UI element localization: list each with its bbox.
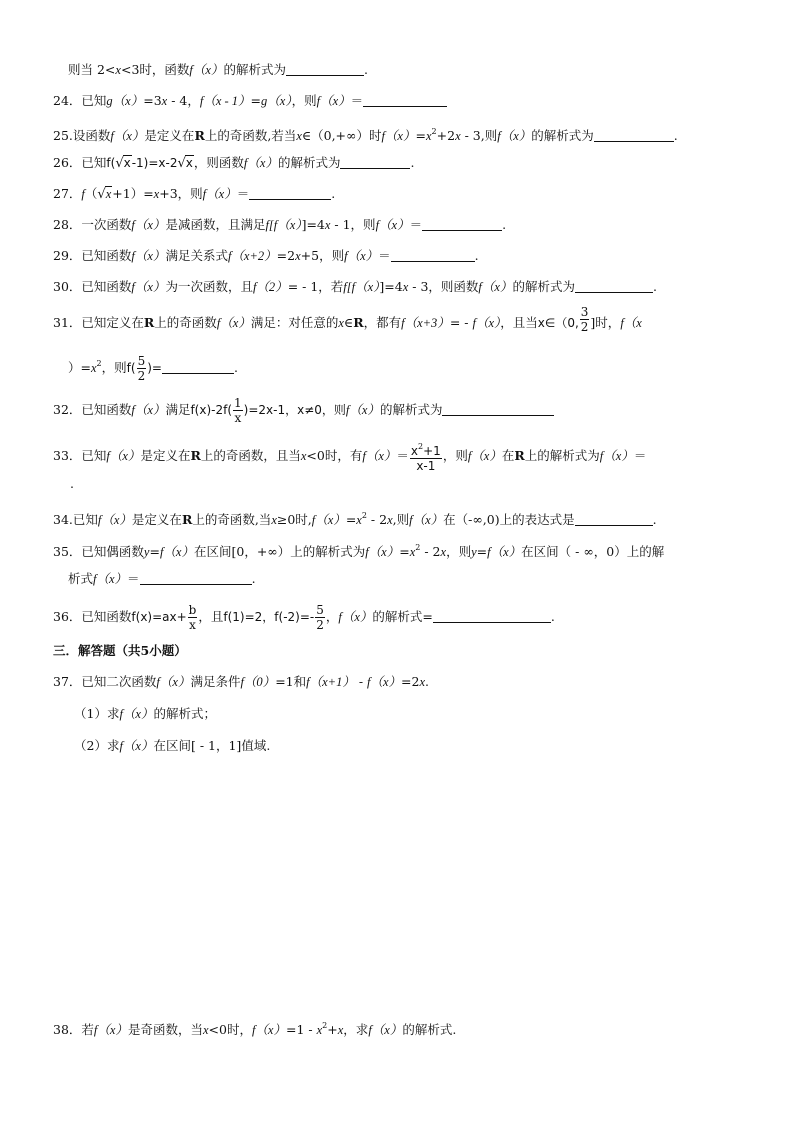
answer-blank[interactable] bbox=[140, 572, 252, 585]
question-34: 34.已知f（x）是定义在R上的奇函数,当x≥0时$,f(x)=x^2 - 2x$,则f（x）在（-∞,0)上的表达式是 . bbox=[53, 511, 657, 527]
question-37: 37．已知二次函数f（x）满足条件f（0）=1和f（x+1） - f（x）=2x. bbox=[53, 674, 430, 689]
question-38: 38．若f（x）是奇函数，当x<0时，$f(x)=1 - x^2+x$，求f（x）的解析式. bbox=[53, 1021, 457, 1037]
answer-blank[interactable] bbox=[422, 218, 502, 231]
question-32: 32．已知函数f（x）满足f(x)-2f( $\frac{1}{x}$ )=2x-1，x≠0，则f（x）的解析式为 bbox=[53, 396, 554, 425]
answer-blank[interactable] bbox=[162, 361, 234, 374]
question-37-part-2: （2）求f（x）在区间[ - 1，1]值域. bbox=[74, 738, 271, 753]
question-29: 29．已知函数f（x）满足关系式f（x+2）=2x+5，则f（x）＝ . bbox=[53, 248, 479, 263]
question-36: 36．已知函数f(x)=ax+ $\frac{b}{x}$ ，且f(1)=2，f(-2)=- $\frac{5}{2}$ ，f（x）的解析式= . bbox=[53, 603, 555, 632]
question-33: 33．已知f（x）是定义在R上的奇函数，且当x<0时，有f（x）＝ $\frac{x^2+1}{x-1}$ ，则f（x）在R上的解析式为f（x）＝ bbox=[53, 442, 647, 473]
answer-blank[interactable] bbox=[433, 610, 551, 623]
question-27: 27．f（√x+1）=x+3，则f（x）＝ . bbox=[53, 186, 336, 202]
question-28: 28．一次函数f（x）是减函数，且满足f[f（x）]=4x - 1，则f（x）＝ . bbox=[53, 217, 507, 232]
answer-blank[interactable] bbox=[575, 280, 653, 293]
answer-blank[interactable] bbox=[249, 187, 331, 200]
question-33-cont: . bbox=[70, 476, 74, 491]
answer-blank[interactable] bbox=[594, 129, 674, 142]
question-25: 25.设函数f（x）是定义在R上的奇函数,若当x∈（0,+∞）时$f(x)=x^2+2x - 3$,则f（x）的解析式为 . bbox=[53, 127, 678, 143]
question-35-cont: 析式f（x）＝ . bbox=[68, 571, 256, 586]
question-26: 26．已知f(√x-1)=x-2√x，则函数f（x）的解析式为 . bbox=[53, 155, 415, 171]
question-24: 24．已知g（x）=3x - 4，f（x - 1）=g（x），则f（x）＝ bbox=[53, 92, 447, 110]
answer-blank[interactable] bbox=[286, 63, 364, 76]
answer-blank[interactable] bbox=[575, 513, 653, 526]
question-35: 35．已知偶函数y=f（x）在区间[0，+∞）上的解析式为$f(x)=x^2 - 2x$，则y=f（x）在区间（ - ∞，0）上的解 bbox=[53, 543, 665, 559]
question-31-cont: ）$=x^2$，则f( $\frac{5}{2}$ )= . bbox=[68, 354, 238, 383]
question-37-part-1: （1）求f（x）的解析式； bbox=[74, 706, 216, 721]
q23-tail: 则当 2<x<3时，函数f（x）的解析式为 . bbox=[68, 62, 368, 77]
question-30: 30．已知函数f（x）为一次函数，且f（2）= - 1，若f[f（x）]=4x - 3，则函数f（x）的解析式为 . bbox=[53, 279, 657, 294]
answer-blank[interactable] bbox=[340, 156, 410, 169]
question-31: 31．已知定义在R上的奇函数f（x）满足：对任意的x∈R，都有f（x+3）= - f（x），且当x∈（0, $\frac{3}{2}$ ]时，f（x bbox=[53, 305, 642, 334]
section-heading: 三．解答题（共5小题） bbox=[53, 643, 187, 658]
answer-blank[interactable] bbox=[391, 249, 475, 262]
answer-blank[interactable] bbox=[442, 403, 554, 416]
answer-blank[interactable] bbox=[363, 94, 447, 107]
